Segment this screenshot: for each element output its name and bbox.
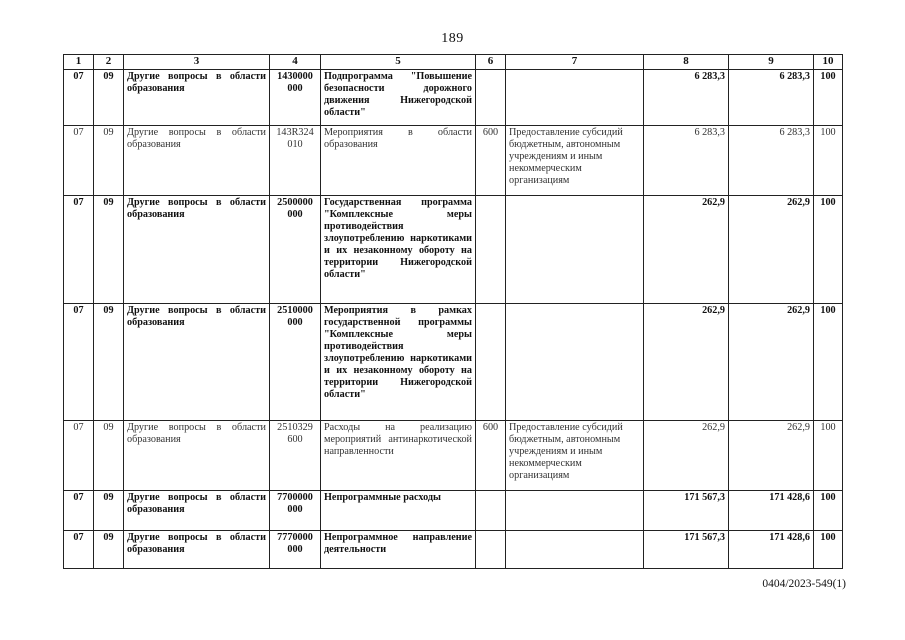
executed-amount-cell: 262,9 (729, 196, 814, 304)
header-cell: 1 (64, 55, 94, 70)
planned-amount-cell: 6 283,3 (644, 70, 729, 126)
article-name-cell: Непрограммные расходы (321, 491, 476, 531)
percent-cell: 100 (814, 304, 843, 421)
expense-type-name-cell: Предоставление субсидий бюджетным, автономным учреждениям и иным некоммерческим организациям (506, 126, 644, 196)
header-cell: 5 (321, 55, 476, 70)
target-article-cell: 7770000 000 (270, 531, 321, 569)
section-name-cell: Другие вопросы в области образования (124, 70, 270, 126)
section-cell: 07 (64, 491, 94, 531)
target-article-cell: 1430000 000 (270, 70, 321, 126)
table-row (64, 421, 843, 491)
header-cell: 7 (506, 55, 644, 70)
planned-amount-cell: 6 283,3 (644, 126, 729, 196)
subsection-cell: 09 (94, 491, 124, 531)
expense-type-cell: 600 (476, 421, 506, 491)
target-article-cell: 143R324 010 (270, 126, 321, 196)
subsection-cell: 09 (94, 196, 124, 304)
executed-amount-cell: 6 283,3 (729, 126, 814, 196)
percent-cell: 100 (814, 491, 843, 531)
planned-amount-cell: 171 567,3 (644, 491, 729, 531)
article-name-cell: Расходы на реализацию мероприятий антинаркотической направленности (321, 421, 476, 491)
header-cell: 6 (476, 55, 506, 70)
budget-table (63, 54, 843, 569)
executed-amount-cell: 6 283,3 (729, 70, 814, 126)
executed-amount-cell: 262,9 (729, 304, 814, 421)
percent-cell: 100 (814, 70, 843, 126)
article-name-cell: Мероприятия в области образования (321, 126, 476, 196)
subsection-cell: 09 (94, 421, 124, 491)
subsection-cell: 09 (94, 304, 124, 421)
expense-type-name-cell (506, 304, 644, 421)
subsection-cell: 09 (94, 531, 124, 569)
page-number: 189 (441, 31, 464, 46)
header-cell: 4 (270, 55, 321, 70)
section-cell: 07 (64, 531, 94, 569)
executed-amount-cell: 262,9 (729, 421, 814, 491)
article-name-cell: Непрограммное направление деятельности (321, 531, 476, 569)
article-name-cell: Подпрограмма "Повышение безопасности дорожного движения Нижегородской области" (321, 70, 476, 126)
section-name-cell: Другие вопросы в области образования (124, 531, 270, 569)
planned-amount-cell: 171 567,3 (644, 531, 729, 569)
document-code: 0404/2023-549(1) (762, 578, 846, 590)
header-cell: 8 (644, 55, 729, 70)
executed-amount-cell: 171 428,6 (729, 531, 814, 569)
expense-type-cell (476, 196, 506, 304)
section-name-cell: Другие вопросы в области образования (124, 491, 270, 531)
target-article-cell: 7700000 000 (270, 491, 321, 531)
target-article-cell: 2510329 600 (270, 421, 321, 491)
section-cell: 07 (64, 196, 94, 304)
header-cell: 3 (124, 55, 270, 70)
header-cell: 2 (94, 55, 124, 70)
header-cell: 9 (729, 55, 814, 70)
expense-type-cell: 600 (476, 126, 506, 196)
expense-type-name-cell: Предоставление субсидий бюджетным, автономным учреждениям и иным некоммерческим организациям (506, 421, 644, 491)
expense-type-name-cell (506, 491, 644, 531)
expense-type-name-cell (506, 70, 644, 126)
percent-cell: 100 (814, 196, 843, 304)
section-cell: 07 (64, 126, 94, 196)
header-cell: 10 (814, 55, 843, 70)
article-name-cell: Мероприятия в рамках государственной программы "Комплексные меры противодействия злоупотреблению наркотиками и их незаконному обороту на территории Нижегородской области" (321, 304, 476, 421)
header-row (64, 55, 843, 70)
expense-type-cell (476, 531, 506, 569)
percent-cell: 100 (814, 421, 843, 491)
section-cell: 07 (64, 304, 94, 421)
percent-cell: 100 (814, 126, 843, 196)
section-name-cell: Другие вопросы в области образования (124, 421, 270, 491)
target-article-cell: 2510000 000 (270, 304, 321, 421)
section-cell: 07 (64, 70, 94, 126)
table-row (64, 304, 843, 421)
table-row (64, 70, 843, 126)
article-name-cell: Государственная программа "Комплексные меры противодействия злоупотреблению наркотиками и их незаконному обороту на территории Нижегородской области" (321, 196, 476, 304)
expense-type-name-cell (506, 196, 644, 304)
expense-type-cell (476, 304, 506, 421)
section-name-cell: Другие вопросы в области образования (124, 126, 270, 196)
table-row (64, 196, 843, 304)
section-cell: 07 (64, 421, 94, 491)
table-row (64, 491, 843, 531)
executed-amount-cell: 171 428,6 (729, 491, 814, 531)
expense-type-cell (476, 491, 506, 531)
target-article-cell: 2500000 000 (270, 196, 321, 304)
planned-amount-cell: 262,9 (644, 421, 729, 491)
table-row (64, 126, 843, 196)
section-name-cell: Другие вопросы в области образования (124, 304, 270, 421)
subsection-cell: 09 (94, 126, 124, 196)
planned-amount-cell: 262,9 (644, 196, 729, 304)
table-row (64, 531, 843, 569)
expense-type-cell (476, 70, 506, 126)
planned-amount-cell: 262,9 (644, 304, 729, 421)
subsection-cell: 09 (94, 70, 124, 126)
section-name-cell: Другие вопросы в области образования (124, 196, 270, 304)
percent-cell: 100 (814, 531, 843, 569)
expense-type-name-cell (506, 531, 644, 569)
